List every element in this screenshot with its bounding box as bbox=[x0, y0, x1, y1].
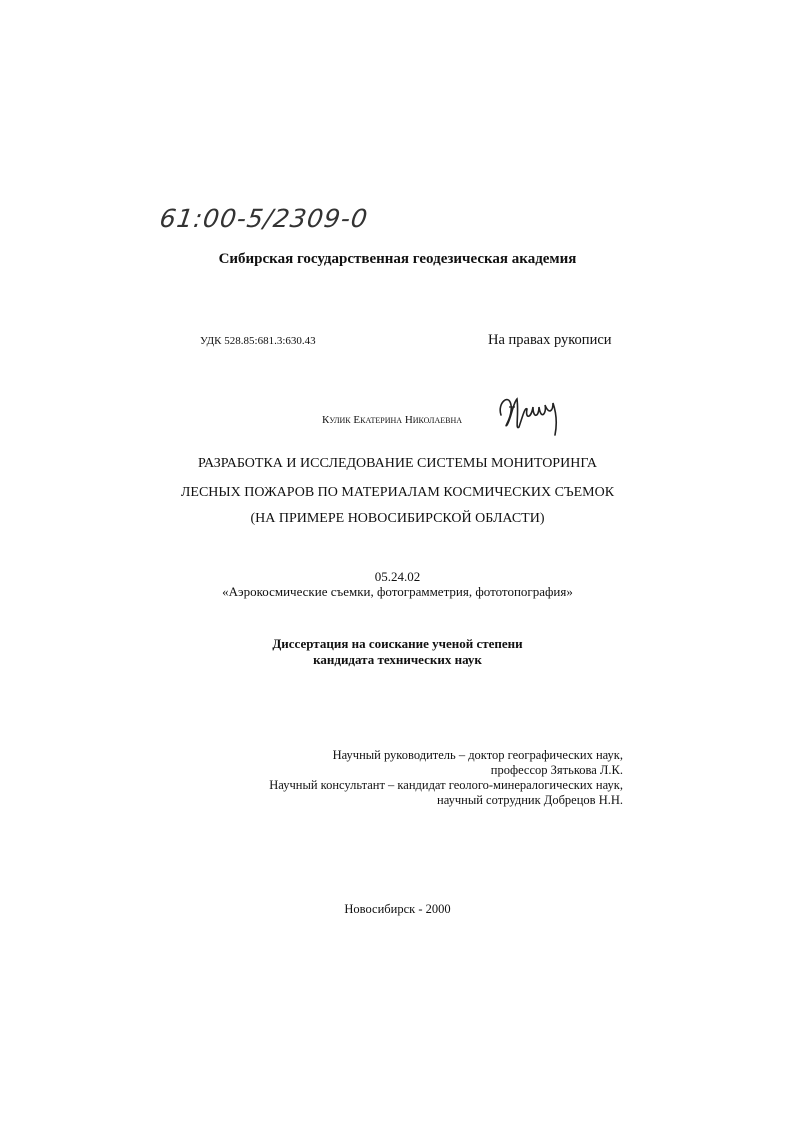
city-year: Новосибирск - 2000 bbox=[344, 902, 451, 916]
manuscript-rights: На правах рукописи bbox=[488, 332, 612, 348]
title-line-1: РАЗРАБОТКА И ИССЛЕДОВАНИЕ СИСТЕМЫ МОНИТОРИНГА bbox=[197, 456, 597, 471]
specialty-code: 05.24.02 bbox=[374, 569, 421, 584]
consultant-line-1: Научный консультант – кандидат геолого-минералогических наук, bbox=[269, 778, 623, 792]
dissertation-line-1: Диссертация на соискание ученой степени bbox=[272, 636, 523, 651]
author-name: Кулик Екатерина Николаевна bbox=[322, 414, 463, 426]
signature-image bbox=[495, 385, 570, 440]
title-line-3: (НА ПРИМЕРЕ НОВОСИБИРСКОЙ ОБЛАСТИ) bbox=[250, 511, 545, 526]
supervisor-line-1: Научный руководитель – доктор географических наук, bbox=[332, 748, 623, 762]
dissertation-line-2: кандидата технических наук bbox=[313, 652, 482, 667]
specialty-name: «Аэрокосмические съемки, фотограмметрия, фототопография» bbox=[222, 584, 573, 599]
consultant-line-2: научный сотрудник Добрецов Н.Н. bbox=[437, 793, 623, 807]
udk-code: УДК 528.85:681.3:630.43 bbox=[200, 335, 316, 347]
supervisor-line-2: профессор Зятькова Л.К. bbox=[490, 763, 623, 777]
archive-stamp: 61:00-5/2309-0 bbox=[157, 204, 370, 233]
title-line-2: ЛЕСНЫХ ПОЖАРОВ ПО МАТЕРИАЛАМ КОСМИЧЕСКИХ СЪЕМОК bbox=[180, 485, 615, 500]
institution-name: Сибирская государственная геодезическая академия bbox=[218, 251, 577, 267]
